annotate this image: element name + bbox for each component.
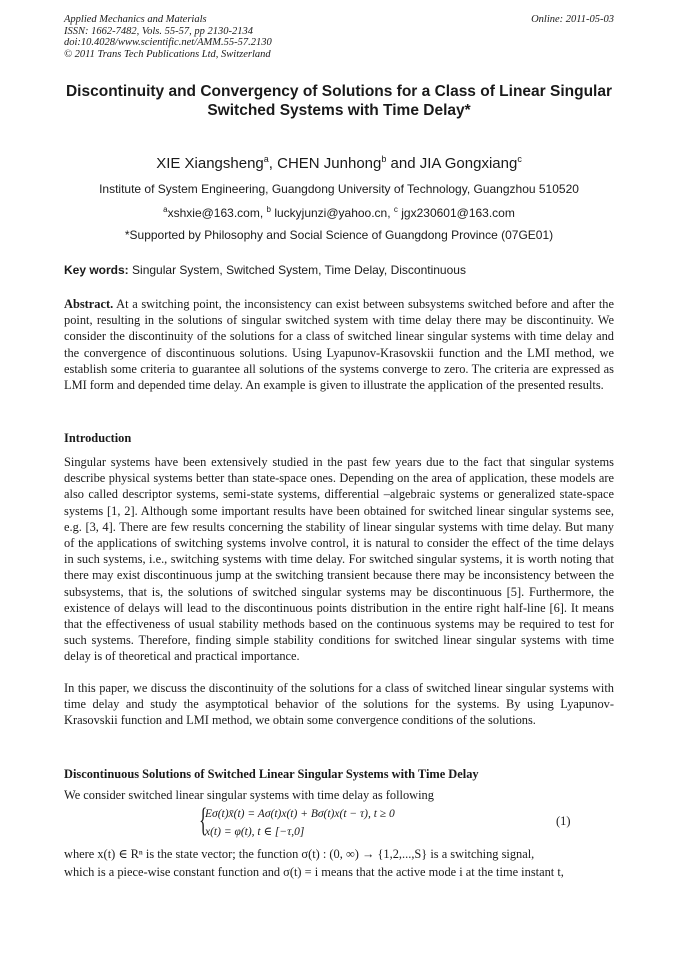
keywords xyxy=(64,263,614,277)
email-address: xshxie@163.com, xyxy=(167,206,264,220)
intro-heading: Introduction xyxy=(64,431,132,445)
author-name: CHEN Junhong xyxy=(277,155,382,172)
funding-note: *Supported by Philosophy and Social Science of Guangdong Province (07GE01) xyxy=(124,228,554,242)
section2-heading: Discontinuous Solutions of Switched Linear Singular Systems with Time Delay xyxy=(64,767,479,781)
online-date: Online: 2011-05-03 xyxy=(531,14,614,25)
issn-line: ISSN: 1662-7482, Vols. 55-57, pp 2130-2134 xyxy=(64,25,253,37)
author-superscript: a xyxy=(263,154,269,164)
where-line-1: where x(t) ∈ Rⁿ is the state vector; the function σ(t) : (0, ∞) → {1,2,...,S} is a switching signal, xyxy=(64,847,535,861)
keywords-label: Key words: xyxy=(64,263,129,277)
email-address: luckyjunzi@yahoo.cn, xyxy=(274,206,391,220)
abstract-label: Abstract. xyxy=(64,297,114,311)
equation-line: x(t) = φ(t), t ∈ [−τ,0] xyxy=(205,826,305,838)
email-superscript: b xyxy=(266,205,271,214)
journal-name: Applied Mechanics and Materials xyxy=(64,14,207,25)
page-header xyxy=(64,14,614,60)
email-line xyxy=(0,205,678,220)
author-superscript: c xyxy=(517,154,522,164)
copyright-line: © 2011 Trans Tech Publications Ltd, Switzerland xyxy=(64,48,271,60)
brace-symbol: { xyxy=(199,802,208,839)
equation-number: (1) xyxy=(556,814,571,828)
author-name: XIE Xiangsheng xyxy=(156,155,264,172)
email-superscript: a xyxy=(163,205,168,214)
author-name: and JIA Gongxiang xyxy=(390,155,518,172)
equation-line: Eσ(t)x̄(t) = Aσ(t)x(t) + Bσ(t)x(t − τ), t ≥ 0 xyxy=(205,808,395,820)
abstract xyxy=(64,296,614,393)
paper-title: Discontinuity and Convergency of Solutions for a Class of Linear Singular Switched Systems with Time Delay* xyxy=(65,83,613,119)
affiliation: Institute of System Engineering, Guangdong University of Technology, Guangzhou 510520 xyxy=(99,182,579,196)
intro-paragraph-1: Singular systems have been extensively studied in the past few years due to the fact that singular systems describe physical systems better than state-space ones. Depending on the area of application, these models are also called descriptor systems, semi-state systems, differential –algebraic systems or generalized state-space systems [1, 2]. Although some important results have been obtained for switched linear singular systems see, e.g. [3, 4]. There are few results concerning the stability of linear singular systems with time delay. But many of the applications of switching systems involve control, it is natural to consider the effect of the time delays in such systems, i.e., switching systems with time delay. For switched singular systems, it is worth noting that there may exist discontinuous jump at the switching transient because there may be inconsistency between the subsystems, that is, the solutions of switched singular systems may be discontinuous [5]. Furthermore, the existence of delays will lead to the discontinuous points distribution in the entire right half-line [6]. It means that the effectiveness of usual stability methods based on the continuous systems may be required to test for such systems. Therefore, finding simple stability conditions for switched linear singular systems with time delay is of theoretical and practical importance. xyxy=(64,455,614,664)
doi-line: doi:10.4028/www.scientific.net/AMM.55-57.2130 xyxy=(64,37,272,48)
where-line-2: which is a piece-wise constant function and σ(t) = i means that the active mode i at the time instant t, xyxy=(64,865,564,879)
email-address: jgx230601@163.com xyxy=(401,206,515,220)
author-superscript: b xyxy=(381,154,387,164)
section2-intro: We consider switched linear singular systems with time delay as following xyxy=(64,788,434,802)
author-list: XIE Xiangsheng$^a$, CHEN Junhong$^b$ and JIA Gongxiang$^c$ xyxy=(156,154,522,172)
equation-1 xyxy=(199,802,395,841)
email-superscript: c xyxy=(393,205,398,214)
abstract-text: At a switching point, the inconsistency can exist between subsystems switched before and after the point, resulting in the solutions of singular switched system with time delay there may be discontinuity. We consider the discontinuity of the solutions for a class of switched linear singular systems with time delay and the convergence of discontinuous solutions. Using Lyapunov-Krasovskii function and the LMI method, we establish some criteria to guarantee all solutions of the systems converge to zero. The criteria are expressed as LMI form and depended time delay. An example is given to illustrate the application of the presented results. xyxy=(64,297,614,393)
keywords-text: Singular System, Switched System, Time Delay, Discontinuous xyxy=(132,263,466,277)
intro-paragraph-2: In this paper, we discuss the discontinuity of the solutions for a class of switched linear singular systems with time delay and study the asymptotical behavior of the solutions for the systems. By using Lyapunov-Krasovskii function and LMI method, we obtain some convergence conditions of the solutions. xyxy=(64,681,614,728)
